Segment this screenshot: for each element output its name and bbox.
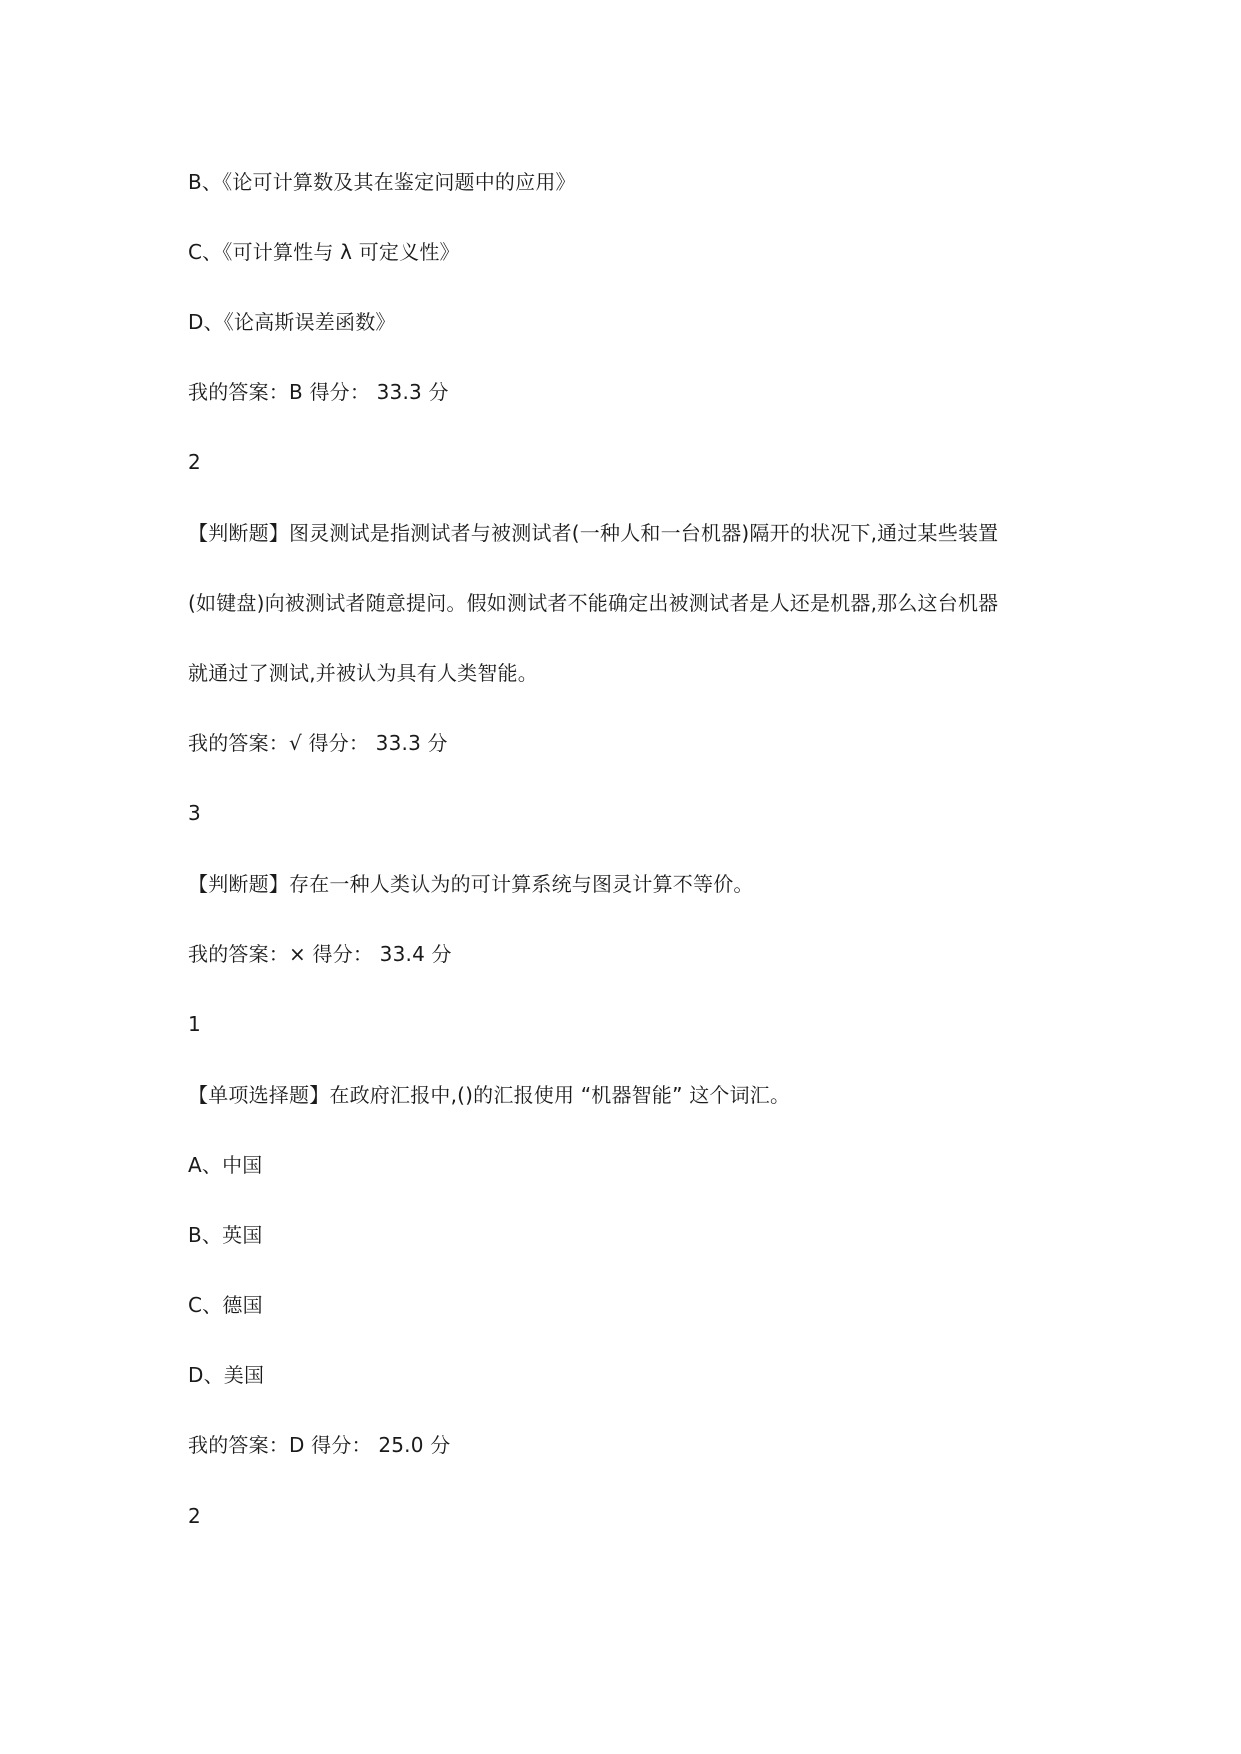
question-number: 1	[188, 1012, 201, 1036]
option-b: B、英国	[188, 1223, 263, 1247]
answer-score: 我的答案：B 得分： 33.3 分	[188, 380, 449, 404]
question-number: 2	[188, 1504, 201, 1528]
option-d: D、美国	[188, 1363, 265, 1387]
question-text: 【单项选择题】在政府汇报中,()的汇报使用 “机器智能” 这个词汇。	[188, 1083, 791, 1107]
question-text-line-2: (如键盘)向被测试者随意提问。假如测试者不能确定出被测试者是人还是机器,那么这台机器	[188, 591, 999, 615]
option-a: A、中国	[188, 1153, 263, 1177]
option-b: B、《论可计算数及其在鉴定问题中的应用》	[188, 170, 576, 194]
question-text-line-3: 就通过了测试,并被认为具有人类智能。	[188, 661, 538, 685]
answer-score: 我的答案：D 得分： 25.0 分	[188, 1433, 451, 1457]
answer-score: 我的答案：× 得分： 33.4 分	[188, 942, 452, 966]
question-text: 【判断题】存在一种人类认为的可计算系统与图灵计算不等价。	[188, 872, 754, 896]
answer-score: 我的答案：√ 得分： 33.3 分	[188, 731, 448, 755]
option-c: C、《可计算性与 λ 可定义性》	[188, 240, 460, 264]
question-number: 2	[188, 450, 201, 474]
option-c: C、德国	[188, 1293, 263, 1317]
question-text-line-1: 【判断题】图灵测试是指测试者与被测试者(一种人和一台机器)隔开的状况下,通过某些装置	[188, 521, 999, 545]
question-number: 3	[188, 801, 201, 825]
option-d: D、《论高斯误差函数》	[188, 310, 396, 334]
